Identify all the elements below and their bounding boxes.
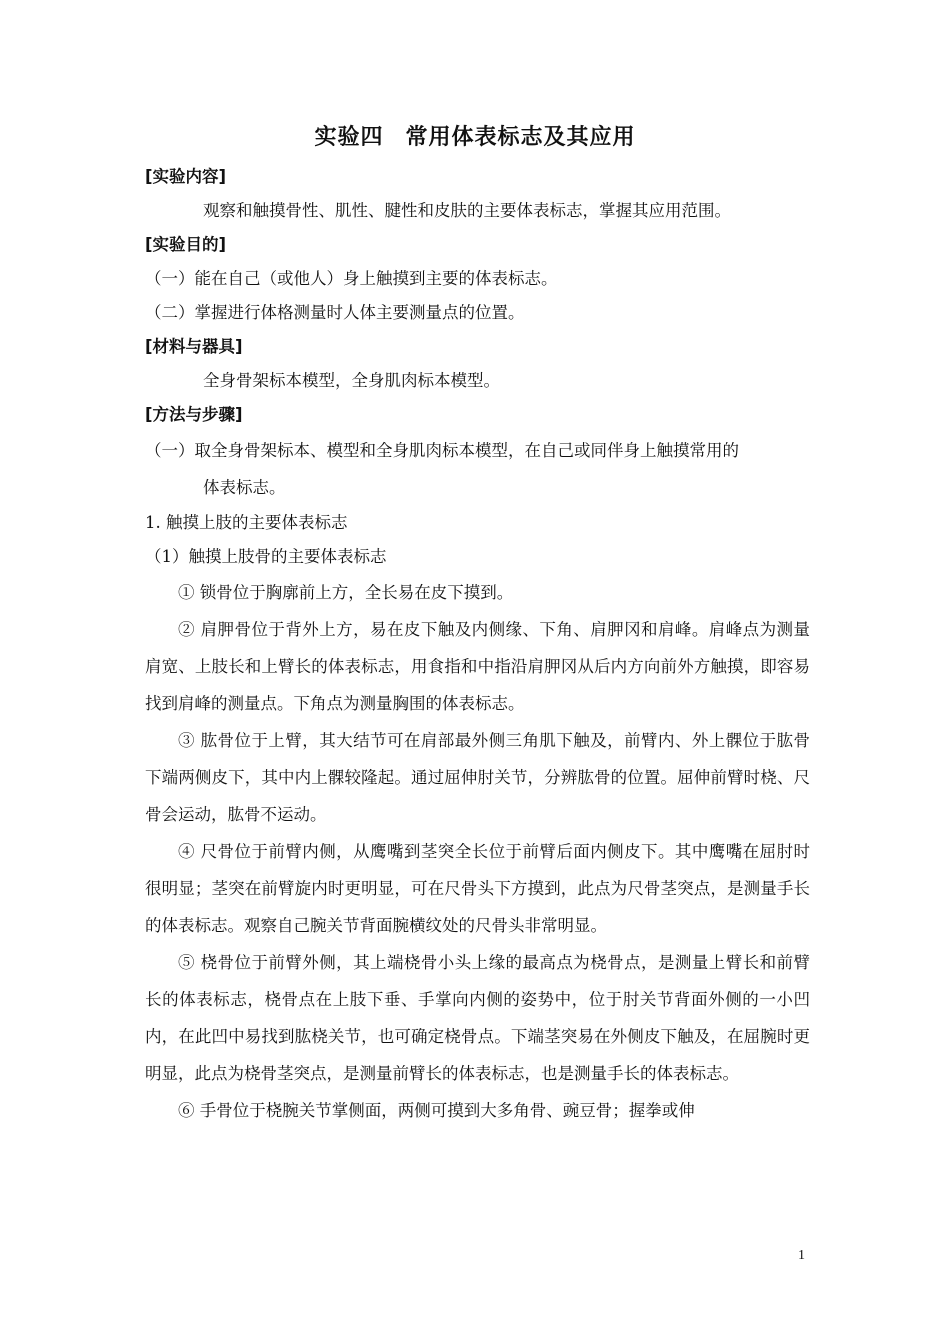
list-item-scapula: ② 肩胛骨位于背外上方，易在皮下触及内侧缘、下角、肩胛冈和肩峰。肩峰点为测量肩宽、上肢长和上臂长的体表标志，用食指和中指沿肩胛冈从后内方向前外方触摸，即容易找到肩峰的测量点。下角点为测量胸围的体表标志。 xyxy=(145,620,810,713)
method-step-1-line2: 体表标志。 xyxy=(203,478,286,497)
list-item-clavicle: ① 锁骨位于胸廓前上方，全长易在皮下摸到。 xyxy=(178,583,514,602)
materials-paragraph: 全身骨架标本模型，全身肌肉标本模型。 xyxy=(203,371,500,390)
subheading-upper-limb: 1. 触摸上肢的主要体表标志 xyxy=(145,513,348,532)
method-step-1 xyxy=(145,432,810,506)
section-heading-materials: [材料与器具] xyxy=(145,337,243,356)
subheading-upper-limb-bones: （1）触摸上肢骨的主要体表标志 xyxy=(145,547,387,566)
list-item-hand-bones: ⑥ 手骨位于桡腕关节掌侧面，两侧可摸到大多角骨、豌豆骨；握拳或伸 xyxy=(178,1101,695,1120)
purpose-item-2: （二）掌握进行体格测量时人体主要测量点的位置。 xyxy=(145,303,525,322)
page-number: 1 xyxy=(798,1248,805,1263)
document-body xyxy=(145,160,810,1129)
content-paragraph: 观察和触摸骨性、肌性、腱性和皮肤的主要体表标志，掌握其应用范围。 xyxy=(203,201,731,220)
page-title xyxy=(0,120,950,151)
section-heading-purpose: [实验目的] xyxy=(145,235,227,254)
method-step-1-line1: （一）取全身骨架标本、模型和全身肌肉标本模型，在自己或同伴身上触摸常用的 xyxy=(145,441,739,460)
list-item-ulna: ④ 尺骨位于前臂内侧，从鹰嘴到茎突全长位于前臂后面内侧皮下。其中鹰嘴在屈肘时很明显；茎突在前臂旋内时更明显，可在尺骨头下方摸到，此点为尺骨茎突点，是测量手长的体表标志。观察自己腕关节背面腕横纹处的尺骨头非常明显。 xyxy=(145,842,810,935)
title-left: 实验四 xyxy=(314,125,384,150)
list-item-radius: ⑤ 桡骨位于前臂外侧，其上端桡骨小头上缘的最高点为桡骨点，是测量上臂长和前臂长的体表标志，桡骨点在上肢下垂、手掌向内侧的姿势中，位于肘关节背面外侧的一小凹内，在此凹中易找到肱桡关节，也可确定桡骨点。下端茎突易在外侧皮下触及，在屈腕时更明显，此点为桡骨茎突点，是测量前臂长的体表标志，也是测量手长的体表标志。 xyxy=(145,953,810,1083)
section-heading-content: [实验内容] xyxy=(145,167,227,186)
list-item-humerus: ③ 肱骨位于上臂，其大结节可在肩部最外侧三角肌下触及，前臂内、外上髁位于肱骨下端两侧皮下，其中内上髁较隆起。通过屈伸肘关节，分辨肱骨的位置。屈伸前臂时桡、尺骨会运动，肱骨不运动。 xyxy=(145,731,810,824)
section-heading-method: [方法与步骤] xyxy=(145,405,243,424)
purpose-item-1: （一）能在自己（或他人）身上触摸到主要的体表标志。 xyxy=(145,269,558,288)
title-right: 常用体表标志及其应用 xyxy=(405,125,636,150)
